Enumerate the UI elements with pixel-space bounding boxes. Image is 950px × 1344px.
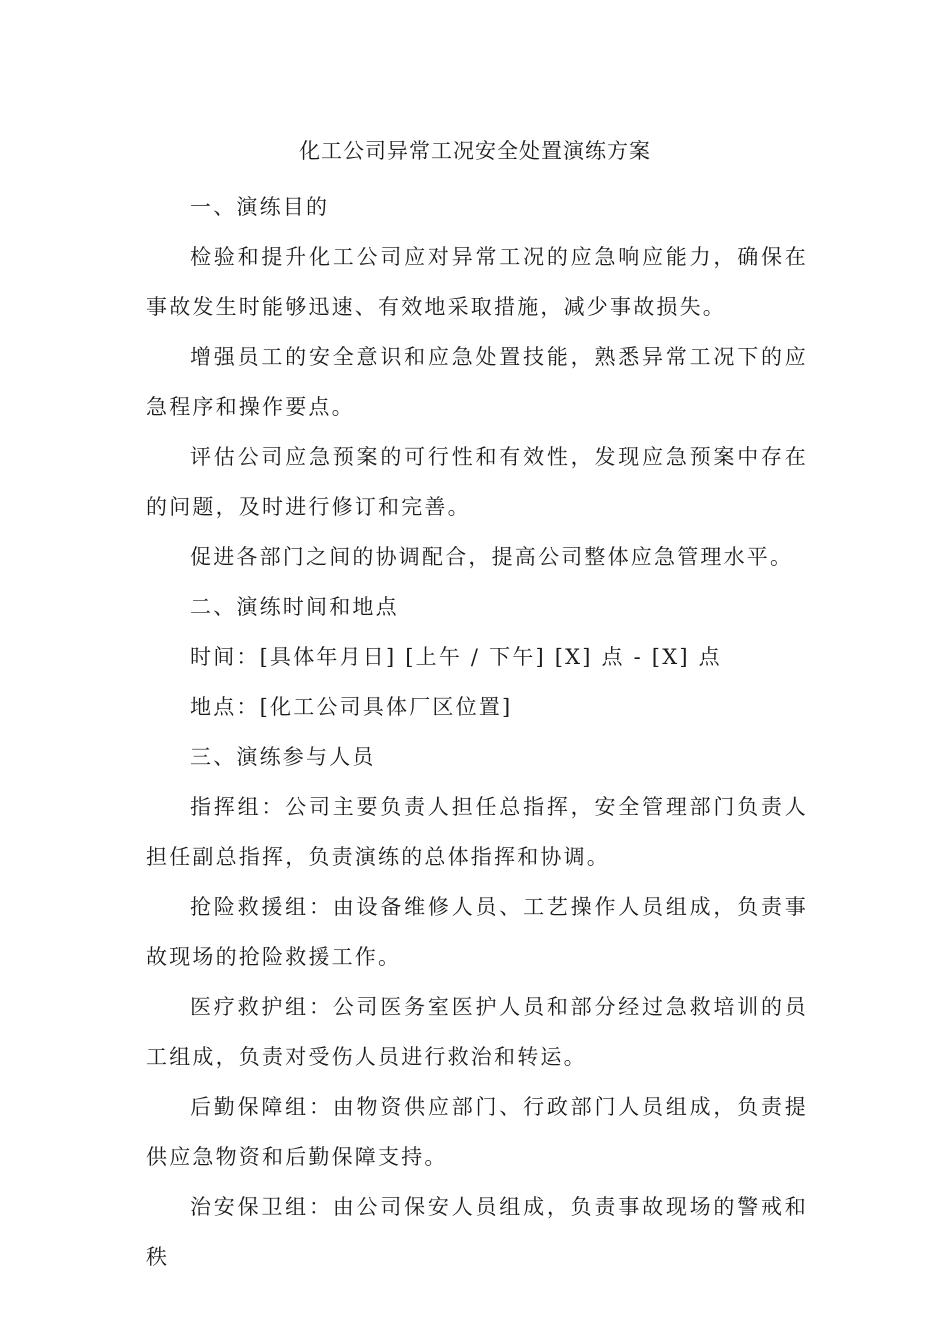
paragraph-time: 时间：[具体年月日] [上午 / 下午] [X] 点 - [X] 点: [190, 645, 722, 669]
paragraph: 促进各部门之间的协调配合，提高公司整体应急管理水平。: [190, 545, 794, 569]
paragraph: 增强员工的安全意识和应急处置技能，熟悉异常工况下的应急程序和操作要点。: [146, 345, 808, 419]
paragraph-place: 地点：[化工公司具体厂区位置]: [190, 695, 513, 719]
paragraph-logistics-group: 后勤保障组：由物资供应部门、行政部门人员组成，负责提供应急物资和后勤保障支持。: [146, 1095, 808, 1169]
paragraph-medical-group: 医疗救护组：公司医务室医护人员和部分经过急救培训的员工组成，负责对受伤人员进行救治和转运。: [146, 995, 808, 1069]
section-heading-purpose: 一、演练目的: [190, 195, 330, 219]
section-heading-time-place: 二、演练时间和地点: [190, 595, 399, 619]
paragraph-rescue-group: 抢险救援组：由设备维修人员、工艺操作人员组成，负责事故现场的抢险救援工作。: [146, 895, 808, 969]
document-body: [146, 182, 808, 1282]
paragraph: 检验和提升化工公司应对异常工况的应急响应能力，确保在事故发生时能够迅速、有效地采取措施，减少事故损失。: [146, 245, 808, 319]
paragraph: 评估公司应急预案的可行性和有效性，发现应急预案中存在的问题，及时进行修订和完善。: [146, 445, 808, 519]
document-title: 化工公司异常工况安全处置演练方案: [299, 139, 651, 163]
section-heading-participants: 三、演练参与人员: [190, 745, 376, 769]
paragraph-command-group: 指挥组：公司主要负责人担任总指挥，安全管理部门负责人担任副总指挥，负责演练的总体指挥和协调。: [146, 795, 808, 869]
paragraph-security-group: 治安保卫组：由公司保安人员组成，负责事故现场的警戒和秩: [146, 1195, 808, 1269]
